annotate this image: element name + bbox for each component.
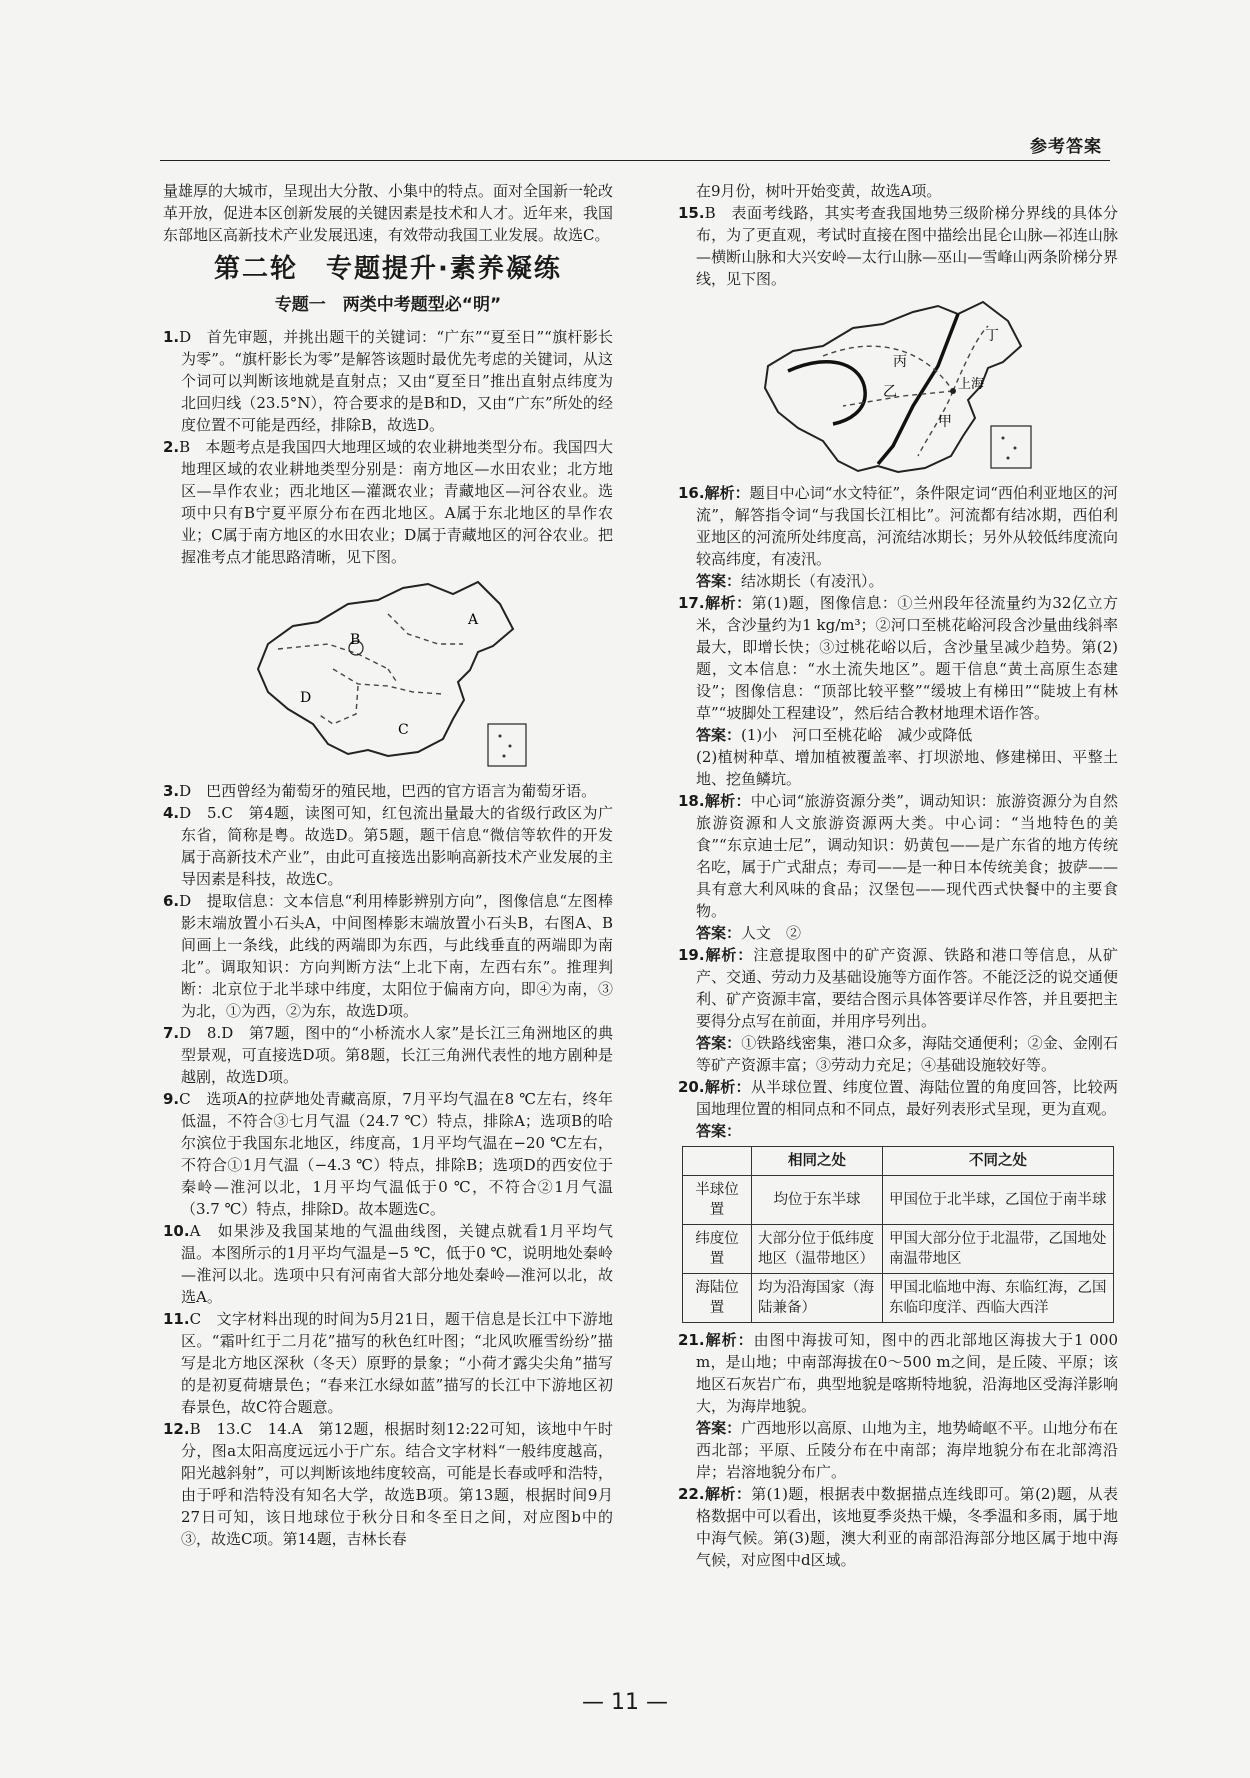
question-text: 中心词“旅游资源分类”，调动知识：旅游资源分为自然旅游资源和人文旅游资源两大类。中心词：“当地特色的美食”“东京迪士尼”，调动知识：奶黄包——是广东省的地方传统名吃，属于广式甜点；寿司——是一种日本传统美食；披萨——具有意大利风味的食品；汉堡包——现代西式快餐中的主要食物。 [696, 792, 1118, 920]
question-number: 11. [163, 1310, 190, 1328]
question-text: 第(1)题，根据表中数据描点连线即可。第(2)题，从表格数据中可以看出，该地夏季炎热干燥，冬季温和多雨，属于地中海气候。第(3)题，澳大利亚的南部沿海部分地区属于地中海气候，对应图中d区域。 [696, 1485, 1118, 1569]
question-10 [163, 1220, 613, 1308]
map-label-jia: 甲 [938, 414, 952, 430]
question-15 [678, 202, 1118, 290]
question-number: 22. [678, 1485, 705, 1503]
question-number: 18. [678, 792, 705, 810]
question-text: C 选项A的拉萨地处青藏高原，7月平均气温在8 ℃左右，终年低温，不符合③七月气温（24.7 ℃）特点，排除A；选项B的哈尔滨位于我国东北地区，纬度高，1月平均气温在−20 ℃左右，不符合①1月气温（−4.3 ℃）特点，排除B；选项D的西安位于秦岭—淮河以北，1月平均气温低于0 ℃，不符合②1月气温（3.7 ℃）特点，排除D。故本题选C。 [179, 1090, 613, 1218]
analysis-label: 解析： [704, 946, 754, 964]
intro-paragraph: 量雄厚的大城市，呈现出大分散、小集中的特点。面对全国新一轮改革开放，促进本区创新发展的关键因素是技术和人才。近年来，我国东部地区高新技术产业发展迅速，有效带动我国工业发展。故选C。 [163, 182, 614, 244]
question-text: A 如果涉及我国某地的气温曲线图，关键点就看1月平均气温。本图所示的1月平均气温是−5 ℃，低于0 ℃，说明地处秦岭—淮河以北。选项中只有河南省大部分地处秦岭—淮河以北，故选A。 [181, 1222, 614, 1306]
analysis-label: 解析： [704, 1331, 754, 1349]
question-18 [678, 790, 1118, 922]
question-number: 15. [678, 204, 705, 222]
table-cell: 甲国北临地中海、东临红海，乙国东临印度洋、西临大西洋 [883, 1274, 1114, 1323]
question-text: B 本题考点是我国四大地理区域的农业耕地类型分布。我国四大地理区域的农业耕地类型分别是：南方地区—水田农业；北方地区—旱作农业；西北地区—灌溉农业；青藏地区—河谷农业。选项中只有B宁夏平原分布在西北地区。A属于东北地区的旱作农业；C属于南方地区的水田农业；D属于青藏地区的河谷农业。把握准考点才能思路清晰，见下图。 [179, 438, 613, 566]
question-number: 9. [163, 1090, 180, 1108]
answer-18 [678, 922, 1118, 944]
answer-17 [678, 724, 1118, 746]
question-number: 1. [163, 328, 180, 346]
answer-label: 答案： [696, 572, 742, 590]
question-6 [163, 890, 613, 1022]
answer-label: 答案： [696, 1034, 742, 1052]
question-11 [163, 1308, 613, 1418]
continuation-text: 在9月份，树叶开始变黄，故选A项。 [696, 182, 942, 200]
page-number: — 11 — [582, 1690, 668, 1715]
table-row [683, 1225, 1114, 1274]
answer-label: 答案： [696, 726, 742, 744]
topic-title: 专题一 两类中考题型必“明” [274, 295, 502, 315]
analysis-label: 解析： [704, 792, 751, 810]
question-text: D 8.D 第7题，图中的“小桥流水人家”是长江三角洲地区的典型景观，可直接选D项。第8题，长江三角洲代表性的地方剧种是越剧，故选D项。 [179, 1024, 613, 1086]
analysis-label: 解析： [704, 1485, 752, 1503]
answer-16 [678, 570, 1118, 592]
table-cell: 均为沿海国家（海陆兼备） [752, 1274, 883, 1323]
answer-label: 答案： [696, 924, 742, 942]
map-label-a: A [468, 612, 479, 628]
question-19 [678, 944, 1118, 1032]
question-text: 注意提取图中的矿产资源、铁路和港口等信息，从矿产、交通、劳动力及基础设施等方面作答。不能泛泛的说交通便利、矿产资源丰富，要结合图示具体答要详尽作答，并且要把主要得分点写在前面，并用序号列出。 [696, 946, 1118, 1030]
question-12 [163, 1418, 613, 1550]
comparison-table [682, 1146, 1114, 1323]
answer-21 [678, 1417, 1118, 1483]
question-22 [678, 1483, 1118, 1571]
analysis-label: 解析： [704, 1078, 751, 1096]
question-number: 6. [163, 892, 180, 910]
question-text: B 表面考线路，其实考查我国地势三级阶梯分界线的具体分布，为了更直观，考试时直接在图中描绘出昆仑山脉—祁连山脉—横断山脉和大兴安岭—太行山脉—巫山—雪峰山两条阶梯分界线，见下图。 [696, 204, 1118, 288]
table-row [683, 1274, 1114, 1323]
map-label-d: D [300, 690, 312, 706]
question-20 [678, 1076, 1118, 1120]
right-column [678, 180, 1118, 1571]
answer-text: ①铁路线密集，港口众多，海陆交通便利；②金、金刚石等矿产资源丰富；③劳动力充足；④基础设施较好等。 [696, 1034, 1118, 1074]
question-text: D 5.C 第4题，读图可知，红包流出量最大的省级行政区为广东省，简称是粤。故选D。第5题，题干信息“微信等软件的开发属于高新技术产业”，由此可直接选出影响高新技术产业发展的主导因素是科技，故选C。 [179, 804, 613, 888]
table-header-empty [683, 1147, 752, 1176]
china-agriculture-map [238, 574, 538, 774]
question-number: 4. [163, 804, 180, 822]
table-row [683, 1176, 1114, 1225]
answer-label: 答案： [696, 1122, 742, 1140]
table-cell: 甲国位于北半球，乙国位于南半球 [883, 1176, 1114, 1225]
question-number: 17. [678, 594, 705, 612]
question-4 [163, 802, 613, 890]
map-label-bing: 丙 [893, 354, 907, 370]
answer-text: (1)小 河口至桃花峪 减少或降低 [741, 726, 973, 744]
question-text: 从半球位置、纬度位置、海陆位置的角度回答，比较两国地理位置的相同点和不同点，最好列表形式呈现，更为直观。 [696, 1078, 1118, 1118]
question-number: 12. [163, 1420, 190, 1438]
table-header: 不同之处 [883, 1147, 1114, 1176]
answer-text: 人文 ② [741, 924, 802, 942]
question-number: 10. [163, 1222, 190, 1240]
table-cell: 大部分位于低纬度地区（温带地区） [752, 1225, 883, 1274]
question-text: 由图中海拔可知，图中的西北部地区海拔大于1 000 m，是山地；中南部海拔在0～500 m之间，是丘陵、平原；该地区石灰岩广布，典型地貌是喀斯特地貌，沿海地区受海洋影响大，为海岸地貌。 [696, 1331, 1118, 1415]
answer-text: 结冰期长（有凌汛）。 [741, 572, 884, 590]
table-header: 相同之处 [752, 1147, 883, 1176]
question-number: 19. [678, 946, 705, 964]
table-cell: 甲国大部分位于北温带，乙国地处南温带地区 [883, 1225, 1114, 1274]
china-terrain-steps-map [753, 296, 1043, 476]
table-cell: 半球位置 [683, 1176, 752, 1225]
question-number: 21. [678, 1331, 705, 1349]
question-number: 3. [163, 782, 180, 800]
question-21 [678, 1329, 1118, 1417]
question-3 [163, 780, 613, 802]
question-number: 20. [678, 1078, 705, 1096]
answer-label: 答案： [696, 1419, 742, 1437]
question-text: 第(1)题，图像信息：①兰州段年径流量约为32亿立方米，含沙量约为1 kg/m³；②河口至桃花峪河段含沙量曲线斜率最大，即增长快；③过桃花峪以后，含沙量呈减少趋势。第(2)题，文本信息：“水土流失地区”。题干信息“黄土高原生态建设”；图像信息：“顶部比较平整”“缓坡上有梯田”“陡坡上有林草”“坡脚处工程建设”，然后结合教材地理术语作答。 [696, 594, 1118, 722]
question-number: 16. [678, 484, 705, 502]
analysis-label: 解析： [704, 484, 750, 502]
question-1 [163, 326, 613, 436]
question-text: D 巴西曾经为葡萄牙的殖民地，巴西的官方语言为葡萄牙语。 [179, 782, 597, 800]
section-title: 第二轮 专题提升·素养凝练 [214, 254, 562, 284]
page-header-title: 参考答案 [1030, 137, 1102, 157]
question-text: D 提取信息：文本信息“利用棒影辨别方向”，图像信息“左图棒影末端放置小石头A，中间图棒影末端放置小石头B，右图A、B间画上一条线，此线的两端即为东西，与此线垂直的两端即为南北”。调取知识：方向判断方法“上北下南，左西右东”。推理判断：北京位于北半球中纬度，太阳位于偏南方向，即④为南，③为北，①为西，②为东，故选D项。 [179, 892, 613, 1020]
question-number: 7. [163, 1024, 180, 1042]
map-label-ding: 丁 [985, 328, 999, 344]
question-2 [163, 436, 613, 568]
question-17 [678, 592, 1118, 724]
answer-19 [678, 1032, 1118, 1076]
answer-17-part2: (2)植树种草、增加植被覆盖率、打坝淤地、修建梯田、平整土地、挖鱼鳞坑。 [696, 748, 1118, 788]
table-header-row [683, 1147, 1114, 1176]
map-label-shanghai: 上海 [958, 377, 985, 392]
table-cell: 纬度位置 [683, 1225, 752, 1274]
table-cell: 均位于东半球 [752, 1176, 883, 1225]
left-column [163, 180, 613, 1550]
question-text: 题目中心词“水文特征”，条件限定词“西伯利亚地区的河流”，解答指令词“与我国长江相比”。河流都有结冰期，西伯利亚地区的河流所处纬度高，河流结冰期长；另外从较低纬度流向较高纬度，有凌汛。 [696, 484, 1118, 568]
map-label-b: B [350, 632, 361, 648]
answer-20 [678, 1120, 1118, 1142]
question-7 [163, 1022, 613, 1088]
answer-text: 广西地形以高原、山地为主，地势崎岖不平。山地分布在西北部；平原、丘陵分布在中南部；海岸地貌分布在北部湾沿岸；岩溶地貌分布广。 [696, 1419, 1118, 1481]
question-number: 2. [163, 438, 180, 456]
question-text: B 13.C 14.A 第12题，根据时刻12:22可知，该地中午时分，图a太阳高度远远小于广东。结合文字材料“一般纬度越高，阳光越斜射”，可以判断该地纬度较高，可能是长春或呼和浩特，由于呼和浩特没有知名大学，故选B项。第13题，根据时间9月27日可知，该日地球位于秋分日和冬至日之间，对应图b中的③，故选C项。第14题，吉林长春 [181, 1420, 613, 1548]
question-9 [163, 1088, 613, 1220]
question-text: D 首先审题，并挑出题干的关键词：“广东”“夏至日”“旗杆影长为零”。“旗杆影长为零”是解答该题时最优先考虑的关键词，从这个词可以判断该地就是直射点；又由“夏至日”推出直射点纬度为北回归线（23.5°N），符合要求的是B和D，又由“广东”所处的经度位置不可能是西经，排除B，故选D。 [179, 328, 613, 434]
table-cell: 海陆位置 [683, 1274, 752, 1323]
analysis-label: 解析： [704, 594, 752, 612]
question-text: C 文字材料出现的时间为5月21日，题干信息是长江中下游地区。“霜叶红于二月花”描写的秋色红叶图；“北风吹雁雪纷纷”描写是北方地区深秋（冬天）原野的景象；“小荷才露尖尖角”描写的是初夏荷塘景色；“春来江水绿如蓝”描写的长江中下游地区初春景色，故C符合题意。 [181, 1310, 613, 1416]
header-rule [160, 160, 1110, 161]
map-label-yi: 乙 [883, 384, 897, 400]
question-16 [678, 482, 1118, 570]
map-label-c: C [398, 722, 409, 738]
